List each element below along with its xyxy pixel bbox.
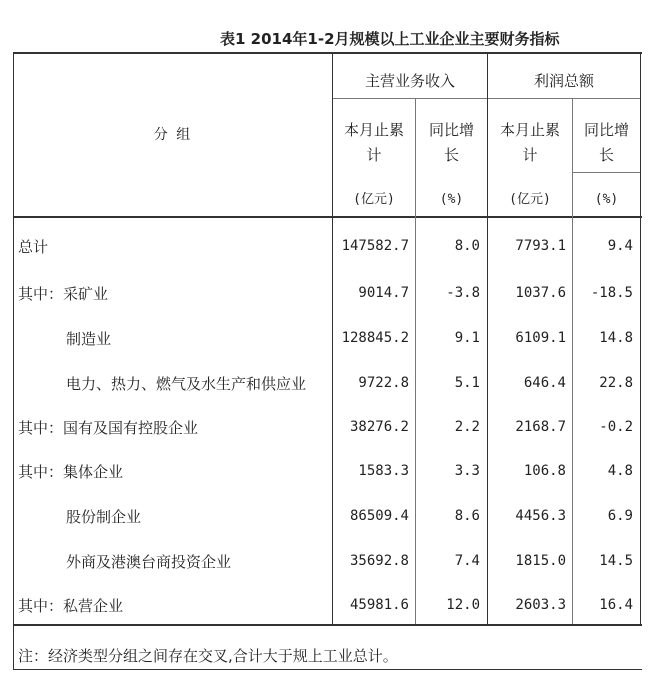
profit-value: 7793.1	[515, 238, 566, 254]
revenue-yoy-header-line2: 长	[443, 146, 459, 164]
table-row-label: 其中：私营企业	[18, 597, 124, 615]
revenue-value: 45981.6	[349, 597, 409, 613]
revenue-yoy-value: 5.1	[454, 375, 480, 391]
profit-yoy-value: 22.8	[599, 375, 633, 391]
profit-yoy-value: -18.5	[590, 285, 633, 301]
profit-group-header: 利润总额	[533, 72, 594, 90]
revenue-group-header: 主营业务收入	[364, 72, 455, 90]
profit-value: 646.4	[523, 375, 566, 391]
revenue-cumulative-header-line1: 本月止累	[343, 121, 404, 139]
revenue-yoy-value: 7.4	[454, 553, 480, 569]
rule-header-bottom	[13, 216, 642, 218]
rule-vertical-revenue-yoy	[415, 99, 416, 624]
profit-yoy-header-line1: 同比增	[583, 121, 629, 139]
rule-vertical-profit-yoy	[572, 99, 573, 624]
revenue-yoy-value: 9.1	[454, 330, 480, 346]
revenue-value: 1583.3	[358, 463, 409, 479]
profit-value: 106.8	[523, 463, 566, 479]
profit-yoy-value: 9.4	[607, 238, 633, 254]
revenue-yoy-value: 8.6	[454, 508, 480, 524]
profit-cumulative-header-line1: 本月止累	[499, 121, 560, 139]
revenue-value: 38276.2	[349, 419, 409, 435]
rule-body-bottom	[13, 624, 642, 626]
rule-vertical-right	[640, 52, 641, 624]
table-row-label: 电力、热力、燃气及水生产和供应业	[66, 375, 307, 393]
profit-cumulative-header-line2: 计	[522, 146, 538, 164]
profit-value: 2603.3	[515, 597, 566, 613]
revenue-value: 86509.4	[349, 508, 409, 524]
profit-value: 2168.7	[515, 419, 566, 435]
profit-yoy-value: -0.2	[599, 419, 633, 435]
profit-yoy-value: 4.8	[607, 463, 633, 479]
revenue-yoy-value: 3.3	[454, 463, 480, 479]
table-row-label: 其中：采矿业	[18, 285, 109, 303]
revenue-value: 9722.8	[358, 375, 409, 391]
table-row-label: 股份制企业	[66, 508, 142, 526]
table-footnote: 注：经济类型分组之间存在交叉,合计大于规上工业总计。	[18, 647, 398, 665]
revenue-cumulative-header-line2: 计	[366, 146, 382, 164]
table-row-label: 制造业	[66, 330, 112, 348]
table-title: 表1 2014年1-2月规模以上工业企业主要财务指标	[220, 30, 560, 48]
profit-yoy-value: 14.5	[599, 553, 633, 569]
profit-value: 6109.1	[515, 330, 566, 346]
profit-yoy-value: 6.9	[607, 508, 633, 524]
revenue-value: 128845.2	[341, 330, 409, 346]
table-row-label: 总计	[18, 238, 49, 256]
profit-value: 4456.3	[515, 508, 566, 524]
group-column-header	[14, 54, 332, 216]
revenue-yoy-unit: (%)	[439, 192, 464, 207]
profit-yoy-value: 14.8	[599, 330, 633, 346]
revenue-value: 147582.7	[341, 238, 409, 254]
profit-yoy-unit: (%)	[594, 192, 619, 207]
revenue-value: 35692.8	[349, 553, 409, 569]
profit-cumulative-unit: (亿元)	[509, 192, 551, 207]
revenue-yoy-value: 8.0	[454, 238, 480, 254]
revenue-value: 9014.7	[358, 285, 409, 301]
table-row-label: 外商及港澳台商投资企业	[66, 553, 232, 571]
revenue-yoy-value: 12.0	[446, 597, 480, 613]
rule-subheader	[332, 98, 640, 99]
revenue-cumulative-unit: (亿元)	[353, 192, 395, 207]
profit-yoy-value: 16.4	[599, 597, 633, 613]
table-row-label: 其中：国有及国有控股企业	[18, 419, 199, 437]
profit-value: 1815.0	[515, 553, 566, 569]
revenue-yoy-value: -3.8	[446, 285, 480, 301]
profit-value: 1037.6	[515, 285, 566, 301]
revenue-yoy-header-line1: 同比增	[428, 121, 474, 139]
rule-header-partial	[572, 172, 640, 173]
revenue-yoy-value: 2.2	[454, 419, 480, 435]
profit-yoy-header-line2: 长	[598, 146, 614, 164]
group-column-label: 分 组	[153, 127, 193, 143]
table-row-label: 其中：集体企业	[18, 463, 124, 481]
rule-page-bottom	[13, 669, 642, 670]
